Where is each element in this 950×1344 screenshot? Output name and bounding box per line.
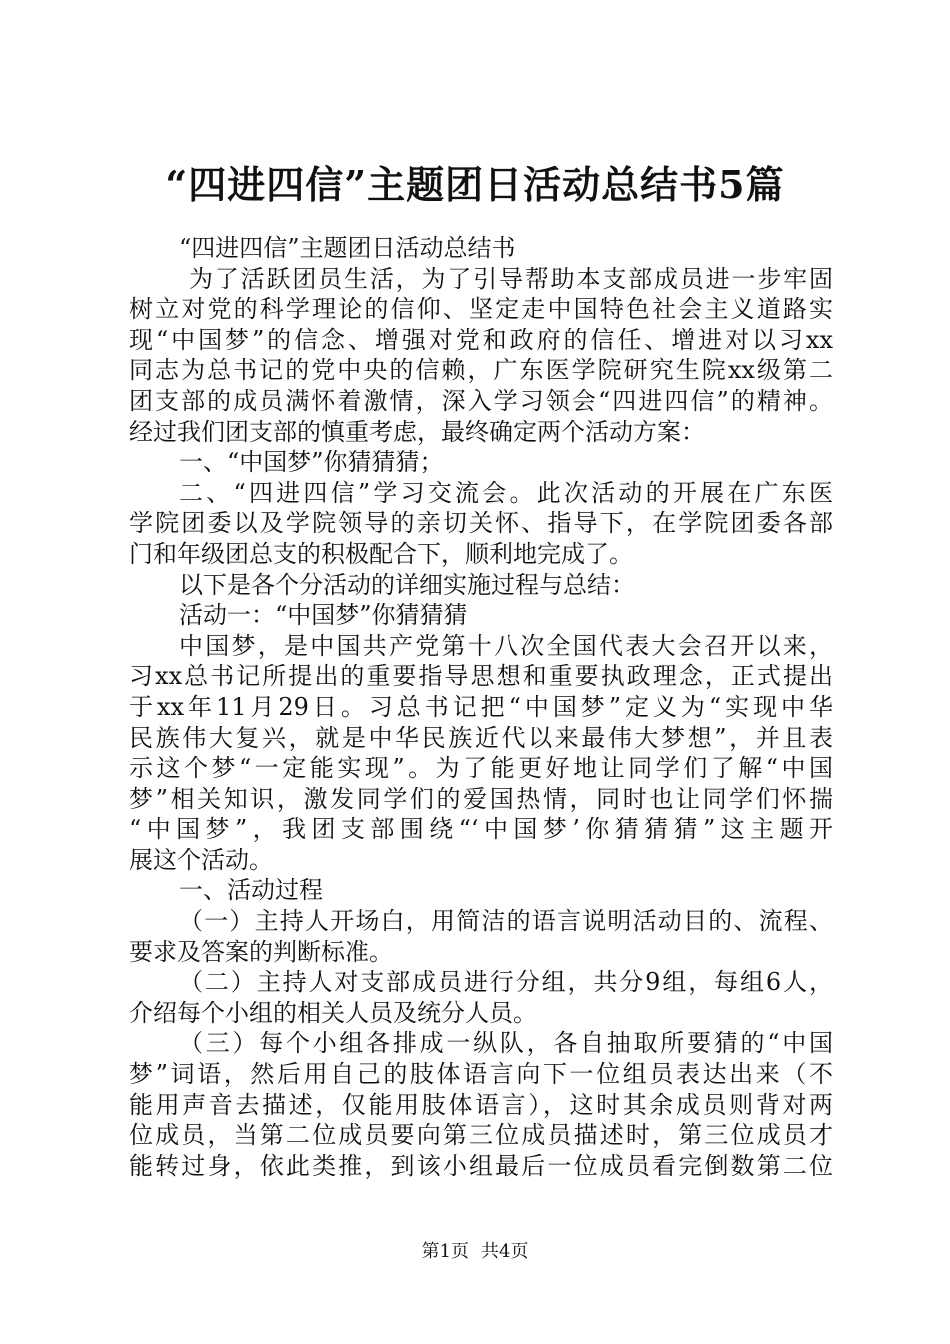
page-total: 共4页 <box>481 1241 529 1262</box>
text-line: “四进四信”主题团日活动总结书 <box>179 234 516 262</box>
text-line: （三）每个小组各排成一纵队，各自抽取所要猜的“中国 <box>179 1029 833 1058</box>
text-line: 二、“四进四信”学习交流会。此次活动的开展在广东医 <box>179 478 833 507</box>
text-line: 展这个活动。 <box>129 845 273 874</box>
page-number: 第1页 <box>421 1241 469 1262</box>
page-footer <box>0 1240 950 1264</box>
text-line: 位成员，当第二位成员要向第三位成员描述时，第三位成员才 <box>129 1121 833 1150</box>
text-line: 以下是各个分活动的详细实施过程与总结： <box>179 570 635 599</box>
text-line: 示这个梦“一定能实现”。为了能更好地让同学们了解“中国 <box>129 754 833 783</box>
text-line: 一、“中国梦”你猜猜猜； <box>179 448 444 477</box>
text-line: 习xx总书记所提出的重要指导思想和重要执政理念，正式提出 <box>129 662 833 691</box>
text-line: 介绍每个小组的相关人员及统分人员。 <box>129 998 537 1027</box>
text-line: （二）主持人对支部成员进行分组，共分9组，每组6人， <box>179 968 833 997</box>
text-line: 为了活跃团员生活，为了引导帮助本支部成员进一步牢固 <box>189 264 833 293</box>
text-line: 民族伟大复兴，就是中华民族近代以来最伟大梦想”，并且表 <box>129 723 833 752</box>
text-line: 活动一：“中国梦”你猜猜猜 <box>179 601 468 630</box>
text-line: 能转过身，依此类推，到该小组最后一位成员看完倒数第二位 <box>129 1151 833 1180</box>
text-line: “中国梦”，我团支部围绕“‘中国梦’你猜猜猜”这主题开 <box>129 815 833 844</box>
document-title: “四进四信”主题团日活动总结书5篇 <box>165 162 785 207</box>
text-line: 树立对党的科学理论的信仰、坚定走中国特色社会主义道路实 <box>129 295 833 324</box>
text-line: 梦”词语，然后用自己的肢体语言向下一位组员表达出来（不 <box>129 1060 833 1089</box>
text-line: 现“中国梦”的信念、增强对党和政府的信任、增进对以习xx <box>129 325 833 354</box>
text-line: 一、活动过程 <box>179 876 323 905</box>
text-line: 经过我们团支部的慎重考虑，最终确定两个活动方案： <box>129 417 705 446</box>
text-line: 同志为总书记的党中央的信赖，广东医学院研究生院xx级第二 <box>129 356 833 385</box>
text-line: 于xx年11月29日。习总书记把“中国梦”定义为“实现中华 <box>129 692 833 721</box>
text-line: 团支部的成员满怀着激情，深入学习领会“四进四信”的精神。 <box>129 386 833 415</box>
text-line: 能用声音去描述，仅能用肢体语言），这时其余成员则背对两 <box>129 1090 833 1119</box>
text-line: 梦”相关知识，激发同学们的爱国热情，同时也让同学们怀揣 <box>129 784 833 813</box>
document-body <box>129 233 833 1181</box>
text-line: （一）主持人开场白，用简洁的语言说明活动目的、流程、 <box>179 907 833 936</box>
text-line: 要求及答案的判断标准。 <box>129 937 393 966</box>
text-line: 门和年级团总支的积极配合下，顺利地完成了。 <box>129 539 633 568</box>
text-line: 中国梦，是中国共产党第十八次全国代表大会召开以来， <box>179 631 833 660</box>
text-line: 学院团委以及学院领导的亲切关怀、指导下，在学院团委各部 <box>129 509 833 538</box>
